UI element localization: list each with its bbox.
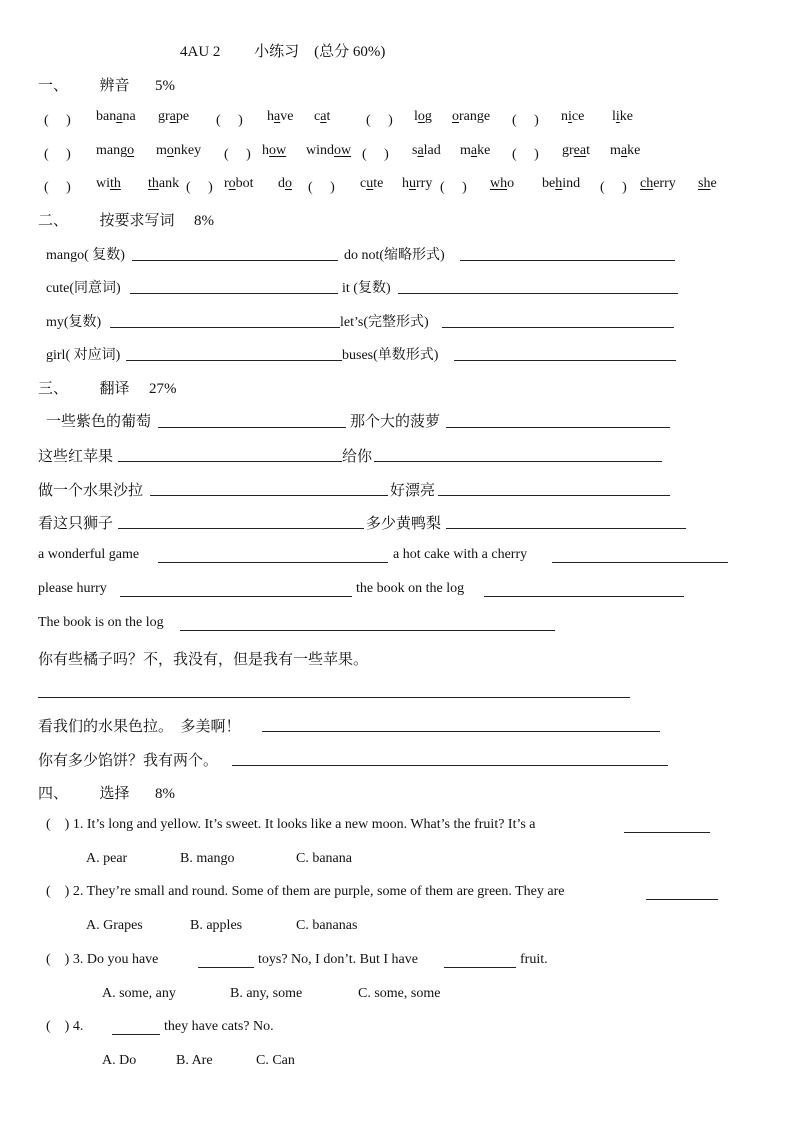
answer-line[interactable] bbox=[460, 260, 675, 261]
translate-prompt: 好漂亮 bbox=[390, 483, 436, 499]
word: with bbox=[96, 176, 121, 191]
word-form-label: girl( 对应词) bbox=[46, 348, 121, 363]
translate-prompt: 一些紫色的葡萄 bbox=[46, 414, 152, 430]
word: orange bbox=[452, 109, 491, 124]
word: behind bbox=[542, 176, 581, 191]
word: salad bbox=[412, 143, 441, 158]
option-c[interactable]: C. some, some bbox=[358, 986, 441, 1001]
section-name: 辨音 bbox=[99, 78, 130, 94]
answer-paren-open[interactable]: ( bbox=[46, 817, 65, 832]
answer-line[interactable] bbox=[646, 899, 718, 900]
answer-line[interactable] bbox=[158, 427, 346, 428]
translate-prompt: 给你 bbox=[342, 449, 373, 465]
answer-paren[interactable]: ( ) bbox=[44, 147, 71, 162]
question-text: ) 3. Do you have bbox=[64, 952, 159, 967]
answer-line[interactable] bbox=[38, 697, 630, 698]
word-form-label: let’s(完整形式) bbox=[340, 315, 429, 330]
word: cat bbox=[314, 109, 331, 124]
translate-prompt: 看这只狮子 bbox=[38, 516, 114, 532]
answer-line[interactable] bbox=[180, 630, 555, 631]
answer-paren-open[interactable]: ( bbox=[46, 884, 65, 899]
section-name: 按要求写词 bbox=[99, 213, 175, 229]
word-form-label: it (复数) bbox=[342, 281, 391, 296]
option-a[interactable]: A. Do bbox=[102, 1053, 137, 1068]
question-2 bbox=[46, 884, 564, 900]
word-form-label: cute(同意词) bbox=[46, 281, 121, 296]
word: she bbox=[698, 176, 717, 191]
word: make bbox=[610, 143, 641, 158]
section-score: 27% bbox=[149, 381, 177, 397]
answer-paren[interactable]: ( ) bbox=[308, 180, 335, 195]
answer-paren[interactable]: ( ) bbox=[362, 147, 389, 162]
answer-line[interactable] bbox=[120, 596, 352, 597]
word: mango bbox=[96, 143, 135, 158]
section-number: 三、 bbox=[38, 381, 69, 397]
section-score: 8% bbox=[155, 786, 176, 802]
answer-line[interactable] bbox=[232, 765, 668, 766]
section-name: 选择 bbox=[99, 786, 130, 802]
translate-prompt: the book on the log bbox=[356, 581, 465, 596]
word: nice bbox=[561, 109, 585, 124]
word: monkey bbox=[156, 143, 202, 158]
answer-line[interactable] bbox=[484, 596, 684, 597]
word: grape bbox=[158, 109, 190, 124]
answer-line[interactable] bbox=[438, 495, 670, 496]
word: make bbox=[460, 143, 491, 158]
answer-line[interactable] bbox=[126, 360, 342, 361]
question-text: fruit. bbox=[520, 952, 548, 967]
answer-line[interactable] bbox=[446, 427, 670, 428]
answer-line[interactable] bbox=[446, 528, 686, 529]
word-form-label: mango( 复数) bbox=[46, 248, 125, 263]
section-2-heading bbox=[38, 209, 214, 230]
answer-line[interactable] bbox=[198, 967, 254, 968]
option-c[interactable]: C. banana bbox=[296, 851, 352, 866]
section-name: 翻译 bbox=[99, 381, 130, 397]
translate-prompt: 多少黄鸭梨 bbox=[366, 516, 442, 532]
translate-prompt: a hot cake with a cherry bbox=[393, 547, 528, 562]
translate-prompt: 那个大的菠萝 bbox=[350, 414, 441, 430]
translate-prompt: 做一个水果沙拉 bbox=[38, 483, 144, 499]
answer-line[interactable] bbox=[442, 327, 674, 328]
word: robot bbox=[224, 176, 254, 191]
question-text: toys? No, I don’t. But I have bbox=[258, 952, 418, 967]
word-form-label: buses(单数形式) bbox=[342, 348, 439, 363]
question-text: ) 2. They’re small and round. Some of them are purple, some of them are green. They are bbox=[64, 884, 565, 899]
translate-prompt: please hurry bbox=[38, 581, 107, 596]
question-text: ) 4. bbox=[64, 1019, 84, 1034]
question-1 bbox=[46, 817, 536, 833]
answer-line[interactable] bbox=[158, 562, 388, 563]
translate-prompt: 你有些橘子吗？不，我没有，但是我有一些苹果。 bbox=[38, 652, 369, 668]
section-number: 四、 bbox=[38, 786, 69, 802]
page-title: 4AU 2 小练习 (总分 60%) bbox=[180, 44, 386, 60]
word: thank bbox=[148, 176, 180, 191]
option-b[interactable]: B. Are bbox=[176, 1053, 213, 1068]
section-3-heading bbox=[38, 377, 177, 398]
option-c[interactable]: C. Can bbox=[256, 1053, 295, 1068]
answer-line[interactable] bbox=[454, 360, 676, 361]
section-score: 8% bbox=[194, 213, 215, 229]
translate-prompt: 看我们的水果色拉。 多美啊！ bbox=[38, 719, 241, 735]
option-c[interactable]: C. bananas bbox=[296, 918, 358, 933]
word: do bbox=[278, 176, 292, 191]
section-4-heading bbox=[38, 782, 175, 803]
answer-line[interactable] bbox=[112, 1034, 160, 1035]
answer-paren[interactable]: ( ) bbox=[44, 113, 71, 128]
question-text: ) 1. It’s long and yellow. It’s sweet. It looks like a new moon. What’s the fruit? It’s a bbox=[64, 817, 536, 832]
answer-line[interactable] bbox=[398, 293, 678, 294]
answer-line[interactable] bbox=[374, 461, 662, 462]
answer-paren[interactable]: ( ) bbox=[216, 113, 243, 128]
translate-prompt: a wonderful game bbox=[38, 547, 140, 562]
section-score: 5% bbox=[155, 78, 176, 94]
answer-paren[interactable]: ( ) bbox=[44, 180, 71, 195]
section-number: 一、 bbox=[38, 78, 69, 94]
answer-line[interactable] bbox=[624, 832, 710, 833]
answer-line[interactable] bbox=[444, 967, 516, 968]
answer-line[interactable] bbox=[118, 528, 364, 529]
question-4 bbox=[46, 1019, 83, 1035]
answer-paren[interactable]: ( ) bbox=[186, 180, 213, 195]
answer-line[interactable] bbox=[118, 461, 342, 462]
answer-paren[interactable]: ( ) bbox=[366, 113, 393, 128]
section-1-heading bbox=[38, 74, 175, 95]
option-b[interactable]: B. any, some bbox=[230, 986, 303, 1001]
word: window bbox=[306, 143, 352, 158]
answer-paren[interactable]: ( ) bbox=[512, 113, 539, 128]
word: banana bbox=[96, 109, 136, 124]
translate-prompt: The book is on the log bbox=[38, 615, 164, 630]
translate-prompt: 这些红苹果 bbox=[38, 449, 114, 465]
word: great bbox=[562, 143, 590, 158]
answer-line[interactable] bbox=[262, 731, 660, 732]
word: cherry bbox=[640, 176, 676, 191]
answer-line[interactable] bbox=[150, 495, 388, 496]
answer-line[interactable] bbox=[552, 562, 728, 563]
answer-line[interactable] bbox=[110, 327, 340, 328]
section-number: 二、 bbox=[38, 213, 69, 229]
word: hurry bbox=[402, 176, 433, 191]
word: who bbox=[490, 176, 515, 191]
word-form-label: do not(缩略形式) bbox=[344, 248, 445, 263]
answer-paren[interactable]: ( ) bbox=[224, 147, 251, 162]
word: like bbox=[612, 109, 633, 124]
option-a[interactable]: A. some, any bbox=[102, 986, 176, 1001]
word-form-label: my(复数) bbox=[46, 315, 102, 330]
answer-paren[interactable]: ( ) bbox=[600, 180, 627, 195]
answer-line[interactable] bbox=[130, 293, 338, 294]
word: cute bbox=[360, 176, 384, 191]
answer-paren[interactable]: ( ) bbox=[512, 147, 539, 162]
option-b[interactable]: B. apples bbox=[190, 918, 243, 933]
word: have bbox=[267, 109, 294, 124]
word: log bbox=[414, 109, 432, 124]
question-3 bbox=[46, 952, 158, 968]
answer-paren-open[interactable]: ( bbox=[46, 952, 65, 967]
option-a[interactable]: A. Grapes bbox=[86, 918, 143, 933]
option-a[interactable]: A. pear bbox=[86, 851, 128, 866]
translate-prompt: 你有多少馅饼？我有两个。 bbox=[38, 753, 219, 769]
answer-line[interactable] bbox=[132, 260, 338, 261]
option-b[interactable]: B. mango bbox=[180, 851, 235, 866]
answer-paren-open[interactable]: ( bbox=[46, 1019, 65, 1034]
answer-paren[interactable]: ( ) bbox=[440, 180, 467, 195]
word: how bbox=[262, 143, 287, 158]
question-text: they have cats? No. bbox=[164, 1019, 274, 1034]
